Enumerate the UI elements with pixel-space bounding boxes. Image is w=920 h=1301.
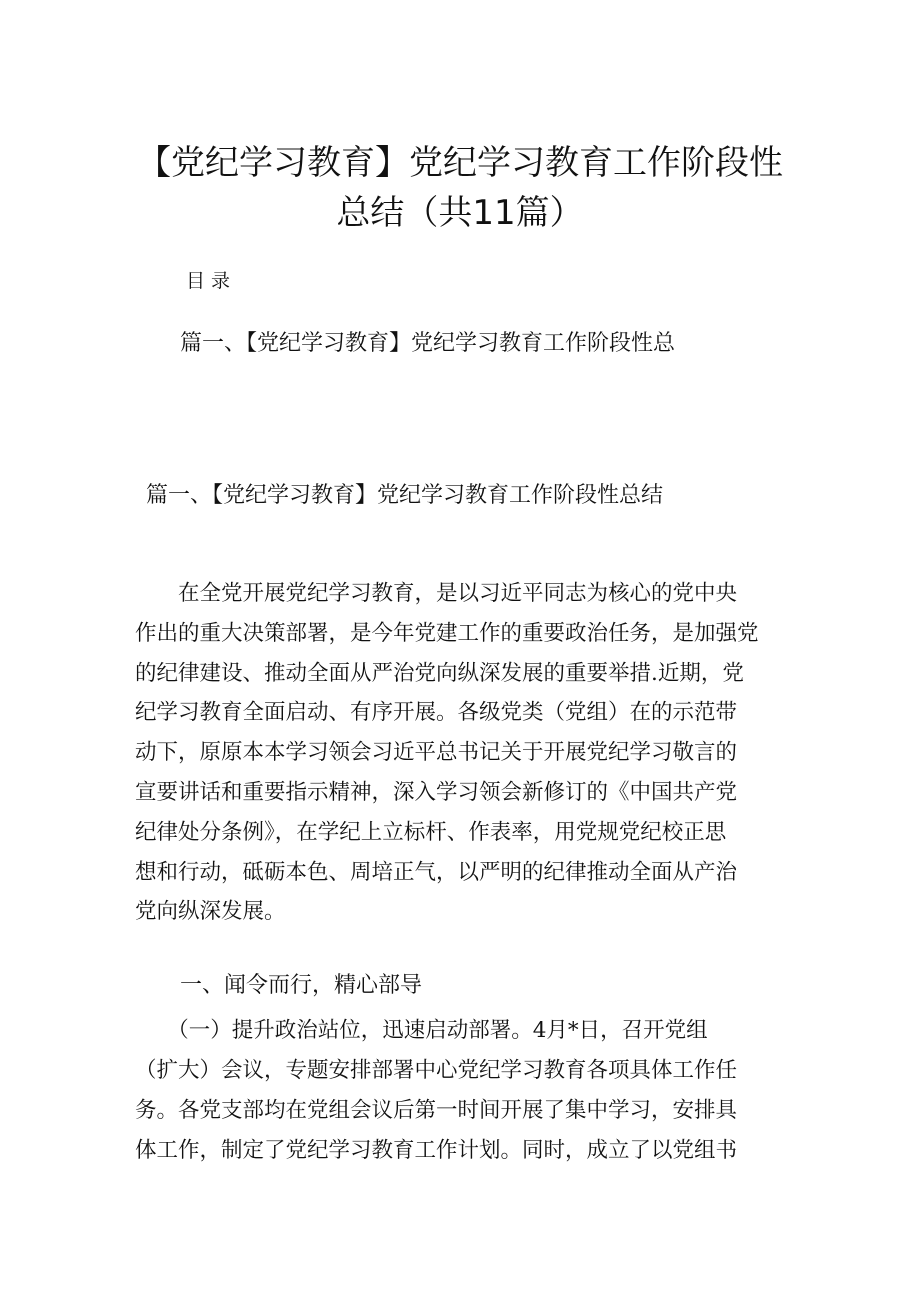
paragraph-line: 体工作，制定了党纪学习教育工作计划。同时，成立了以党组书 [135, 1138, 738, 1163]
paragraph-line: 纪律处分条例》，在学纪上立标杆、作表率，用党规党纪校正思 [135, 819, 727, 845]
paragraph-2 [135, 1011, 795, 1171]
title-line-1: 【党纪学习教育】党纪学习教育工作阶段性 [137, 143, 783, 183]
paragraph-line: 务。各党支部均在党组会议后第一时间开展了集中学习，安排具 [135, 1098, 738, 1123]
paragraph-1 [135, 574, 795, 932]
paragraph-line: 在全党开展党纪学习教育，是以习近平同志为核心的党中央 [135, 581, 738, 606]
subheading-1: 一、闻令而行，精心部导 [180, 973, 423, 998]
paragraph-line: 党向纵深发展。 [135, 899, 286, 925]
toc-label: 目录 [186, 270, 237, 292]
title-line-2: 总结（共11篇） [336, 193, 584, 233]
section-heading: 篇一、【党纪学习教育】党纪学习教育工作阶段性总结 [146, 483, 664, 508]
toc-item[interactable]: 篇一、【党纪学习教育】党纪学习教育工作阶段性总 [180, 331, 676, 356]
document-title [0, 138, 920, 238]
paragraph-line: 作出的重大决策部署，是今年党建工作的重要政治任务，是加强党 [135, 620, 759, 646]
paragraph-line: 想和行动，砥砺本色、周培正气，以严明的纪律推动全面从产治 [135, 859, 738, 885]
paragraph-line: 宣要讲话和重要指示精神，深入学习领会新修订的《中国共产党 [135, 779, 738, 805]
paragraph-line: （一）提升政治站位，迅速启动部署。4月*日，召开党组 [135, 1018, 708, 1043]
paragraph-line: 的纪律建设、推动全面从严治党向纵深发展的重要举措.近期，党 [135, 660, 744, 686]
paragraph-line: （扩大）会议，专题安排部署中心党纪学习教育各项具体工作任 [135, 1058, 738, 1083]
paragraph-line: 纪学习教育全面启动、有序开展。各级党类（党组）在的示范带 [135, 700, 738, 726]
paragraph-line: 动下，原原本本学习领会习近平总书记关于开展党纪学习敬言的 [135, 740, 738, 766]
